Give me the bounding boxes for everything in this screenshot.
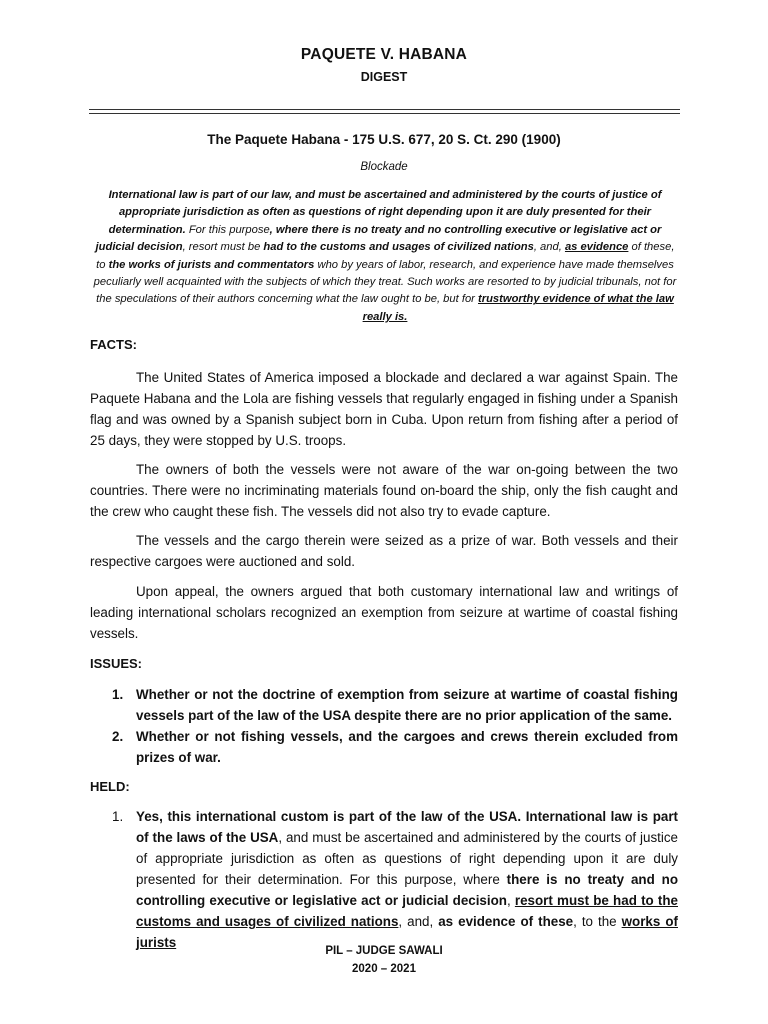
syllabus-part: as evidence [564, 241, 629, 254]
header-rule-top [89, 109, 680, 110]
header-rule-bottom [89, 113, 680, 114]
held-part: , and must be ascertained and administered by the courts of justice of appropriate jurisdiction as often as questions of right depending upon it are duly presented for their determination. For this purpose, where [136, 830, 678, 887]
issue-item [90, 684, 678, 726]
case-topic: Blockade [360, 161, 408, 173]
facts-paragraph: The owners of both the vessels were not aware of the war on-going between the two countries. There were no incriminating materials found on-board the ship, only the fish caught and the crew who caught these fish. The vessels did not also try to evade capture. [90, 462, 678, 519]
syllabus-part: had to the customs and usages of civilized nations [263, 241, 534, 254]
footer-course: PIL – JUDGE SAWALI [325, 945, 443, 957]
facts-paragraph: The United States of America imposed a blockade and declared a war against Spain. The Paquete Habana and the Lola are fishing vessels that regularly engaged in fishing under a Spanish flag and was owned by a Spanish subject born in Cuba. Upon return from fishing after a period of 25 days, they were stopped by U.S. troops. [90, 370, 678, 448]
syllabus-part: , and, [533, 241, 565, 254]
syllabus-part: , where there is no treaty and no controlling executive or legislative act or judicial decision [95, 223, 662, 254]
facts-paragraph: Upon appeal, the owners argued that both customary international law and writings of leading international scholars recognized an exemption from seizure at wartime of coastal fishing vessels. [90, 584, 678, 641]
document-subtitle: DIGEST [360, 70, 408, 84]
held-part: , to the [573, 914, 622, 929]
syllabus-part: International law is part of our law, and must be ascertained and administered by the courts of justice of appropriate jurisdiction as often as questions of right depending upon it are duly presented for their determination. [108, 189, 662, 236]
held-number: 1. [112, 809, 124, 824]
footer-year: 2020 – 2021 [352, 963, 416, 975]
held-part: , [506, 893, 515, 908]
document-title: PAQUETE V. HABANA [300, 46, 468, 63]
issue-text: Whether or not the doctrine of exemption from seizure at wartime of coastal fishing vessels part of the law of the USA despite there are no prior application of the same. [136, 687, 678, 723]
facts-paragraph: The vessels and the cargo therein were seized as a prize of war. Both vessels and their respective cargoes were auctioned and sold. [90, 533, 678, 569]
issue-item [90, 726, 678, 768]
syllabus-part: For this purpose [185, 223, 270, 236]
issues-list [90, 684, 678, 768]
syllabus-part: who by years of labor, research, and experience have made themselves peculiarly well acquainted with the subjects of which they treat. Such works are resorted to by judicial tribunals, not for the speculations of their authors concerning what the law ought to be, but for [93, 258, 677, 306]
held-part: works of jurists [136, 914, 678, 950]
syllabus-part: of these, to [96, 241, 675, 271]
issues-heading: ISSUES: [90, 656, 143, 671]
syllabus-part: trustworthy evidence of what the law really is. [362, 293, 674, 323]
syllabus-paragraph [90, 187, 680, 326]
held-part: there is no treaty and no controlling executive or legislative act or judicial decision [136, 872, 678, 908]
issue-number: 1. [112, 687, 124, 702]
case-title: The Paquete Habana - 175 U.S. 677, 20 S. Ct. 290 (1900) [207, 132, 561, 147]
held-heading: HELD: [90, 779, 130, 794]
held-part: resort must be had to the customs and usages of civilized nations [136, 893, 678, 929]
syllabus-part: the works of jurists and commentators [108, 258, 315, 271]
held-list [90, 806, 678, 953]
issue-text: Whether or not fishing vessels, and the cargoes and crews therein excluded from prizes of war. [136, 729, 678, 765]
facts-heading: FACTS: [90, 337, 137, 352]
held-part: , and, [398, 914, 439, 929]
syllabus-part: , resort must be [182, 241, 264, 254]
issue-number: 2. [112, 729, 124, 744]
held-part: Yes, this international custom is part of the law of the USA. International law is part of the laws of the USA [136, 809, 678, 845]
held-part: as evidence of these [438, 914, 574, 929]
held-item [90, 806, 678, 953]
